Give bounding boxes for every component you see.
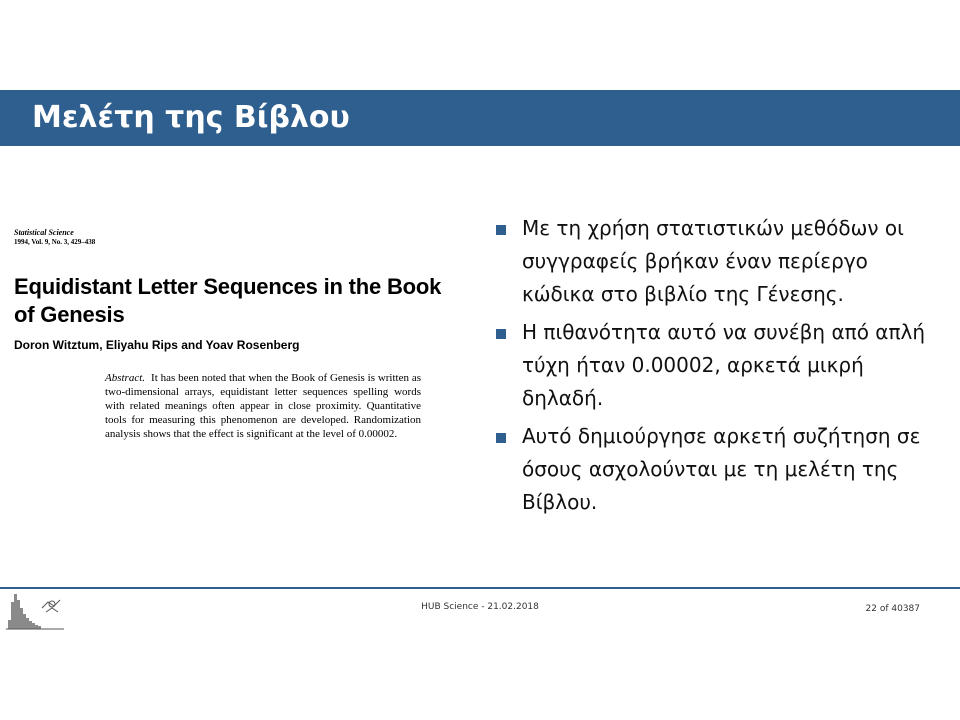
abstract-text: It has been noted that when the Book of Genesis is written as two-dimensional arrays, equidistant letter sequences spelling words with related meanings often appear in close proximity. Quantitative tools for measuring this phenomenon are developed. Randomization analysis shows that the effect is significant at the level of 0.00002.: [105, 372, 421, 440]
journal-name: Statistical Science: [14, 228, 74, 237]
square-bullet-icon: [496, 433, 506, 443]
footer-event-text: HUB Science - 21.02.2018: [421, 602, 539, 612]
abstract-label: Abstract.: [105, 372, 146, 384]
bullet-text: Με τη χρήση στατιστικών μεθόδων οι συγγραφείς βρήκαν έναν περίεργο κώδικα στο βιβλίο της Γένεσης.: [522, 216, 904, 306]
bullet-text: Αυτό δημιούργησε αρκετή συζήτηση σε όσους ασχολούνται με τη μελέτη της Βίβλου.: [522, 424, 921, 514]
page-number: 22 of 40387: [865, 604, 920, 614]
title-bar: [0, 90, 960, 146]
square-bullet-icon: [496, 225, 506, 235]
histogram-logo-icon: [6, 590, 64, 630]
paper-authors: Doron Witztum, Eliyahu Rips and Yoav Rosenberg: [14, 338, 300, 352]
bullet-item: [496, 212, 946, 311]
paper-title: Equidistant Letter Sequences in the Book of Genesis: [14, 274, 442, 327]
bullet-list: [496, 212, 946, 524]
paper-abstract: [105, 371, 421, 441]
bullet-text: Η πιθανότητα αυτό να συνέβη από απλή τύχη ήταν 0.00002, αρκετά μικρή δηλαδή.: [522, 320, 926, 410]
journal-volume: 1994, Vol. 9, No. 3, 429–438: [14, 238, 96, 246]
footer-divider: [0, 587, 960, 589]
bullet-item: [496, 316, 946, 415]
slide-title: Μελέτη της Βίβλου: [32, 100, 350, 135]
paper-excerpt: [14, 228, 444, 441]
square-bullet-icon: [496, 329, 506, 339]
bullet-item: [496, 420, 946, 519]
